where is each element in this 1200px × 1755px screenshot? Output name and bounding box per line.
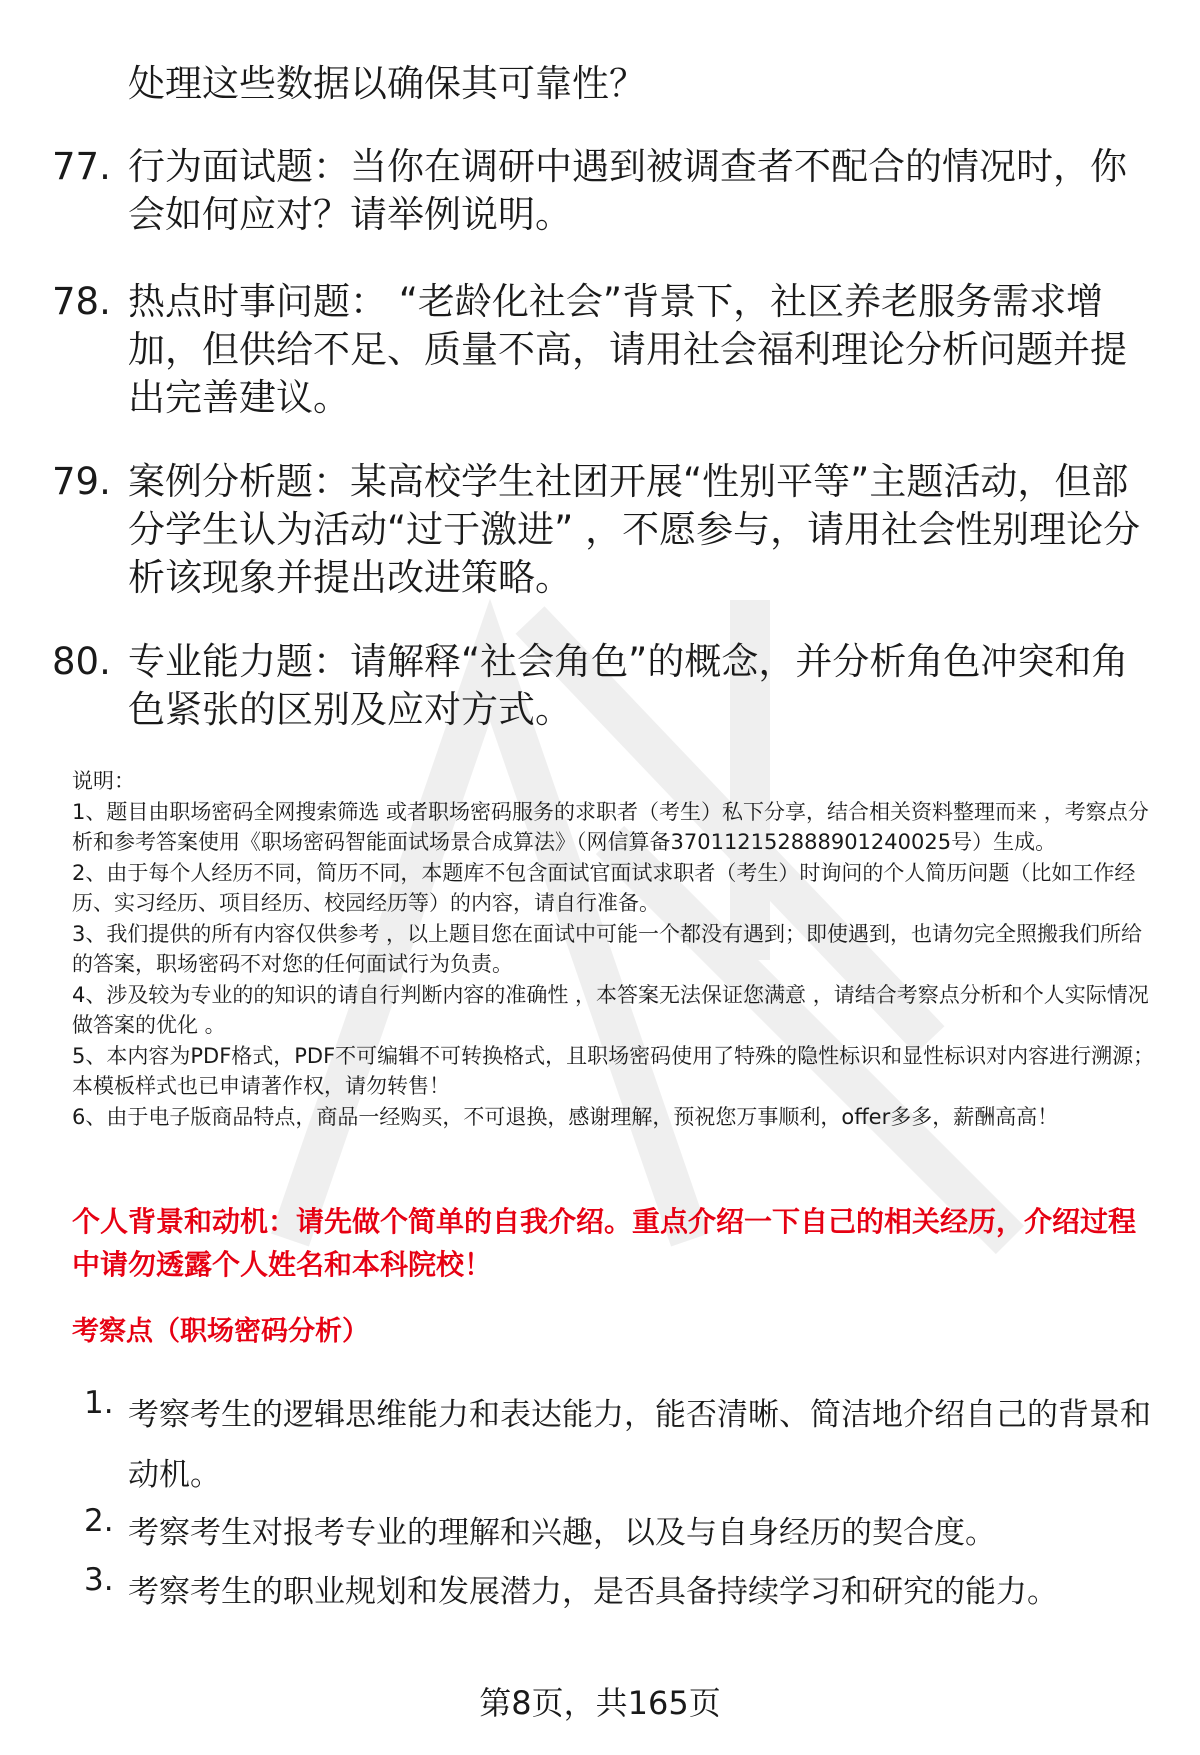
question-number: 79. — [52, 460, 111, 503]
section-heading: 个人背景和动机：请先做个简单的自我介绍。重点介绍一下自己的相关经历，介绍过程中请勿透露个人姓名和本科院校！ — [72, 1205, 1137, 1281]
question-text: 热点时事问题： “老龄化社会”背景下，社区养老服务需求增加，但供给不足、质量不高，请用社会福利理论分析问题并提出完善建议。 — [128, 280, 1127, 419]
question-80 — [52, 638, 1152, 734]
list-item — [84, 1503, 1154, 1563]
note-item: 2、由于每个人经历不同，简历不同，本题库不包含面试官面试求职者（考生）时询问的个人简历问题（比如工作经历、实习经历、项目经历、校园经历等）的内容，请自行准备。 — [72, 860, 1136, 915]
question-text: 专业能力题：请解释“社会角色”的概念，并分析角色冲突和角色紧张的区别及应对方式。 — [128, 640, 1129, 731]
page-footer: 第8页，共165页 — [479, 1684, 721, 1722]
question-number: 80. — [52, 640, 111, 683]
notes-title: 说明： — [72, 769, 135, 793]
question-79 — [52, 458, 1152, 602]
note-item: 1、题目由职场密码全网搜索筛选 或者职场密码服务的求职者（考生）私下分享，结合相关资料整理而来 ，考察点分析和参考答案使用《职场密码智能面试场景合成算法》（网信算备370112152888901240025号）生成。 — [72, 799, 1149, 854]
list-item-text: 考察考生对报考专业的理解和兴趣，以及与自身经历的契合度。 — [128, 1515, 996, 1551]
list-item-number: 3. — [84, 1562, 114, 1598]
question-continuation — [52, 60, 1152, 108]
question-number: 78. — [52, 280, 111, 323]
question-text: 处理这些数据以确保其可靠性？ — [128, 62, 646, 105]
question-text: 案例分析题：某高校学生社团开展“性别平等”主题活动，但部分学生认为活动“过于激进” ，不愿参与，请用社会性别理论分析该现象并提出改进策略。 — [128, 460, 1141, 599]
note-item: 3、我们提供的所有内容仅供参考 ，以上题目您在面试中可能一个都没有遇到；即使遇到，也请勿完全照搬我们所给的答案，职场密码不对您的任何面试行为负责。 — [72, 921, 1143, 976]
note-item: 5、本内容为PDF格式，PDF不可编辑不可转换格式，且职场密码使用了特殊的隐性标识和显性标识对内容进行溯源；本模板样式也已申请著作权，请勿转售！ — [72, 1043, 1155, 1098]
question-text: 行为面试题：当你在调研中遇到被调查者不配合的情况时，你会如何应对？请举例说明。 — [128, 145, 1127, 236]
notes-section — [72, 766, 1157, 1132]
list-item-text: 考察考生的职业规划和发展潜力，是否具备持续学习和研究的能力。 — [128, 1574, 1058, 1610]
question-77 — [52, 143, 1152, 239]
list-item — [84, 1562, 1154, 1622]
question-number: 77. — [52, 145, 111, 188]
note-item: 4、涉及较为专业的的知识的请自行判断内容的准确性 ，本答案无法保证您满意 ，请结合考察点分析和个人实际情况做答案的优化 。 — [72, 982, 1149, 1037]
question-78 — [52, 278, 1152, 422]
section-subheading: 考察点（职场密码分析） — [72, 1316, 369, 1347]
list-item-number: 1. — [84, 1385, 114, 1421]
list-item-text: 考察考生的逻辑思维能力和表达能力，能否清晰、简洁地介绍自己的背景和动机。 — [128, 1397, 1151, 1493]
list-item — [84, 1385, 1154, 1505]
list-item-number: 2. — [84, 1503, 114, 1539]
note-item: 6、由于电子版商品特点，商品一经购买，不可退换，感谢理解，预祝您万事顺利，offer多多，薪酬高高！ — [72, 1104, 1059, 1129]
